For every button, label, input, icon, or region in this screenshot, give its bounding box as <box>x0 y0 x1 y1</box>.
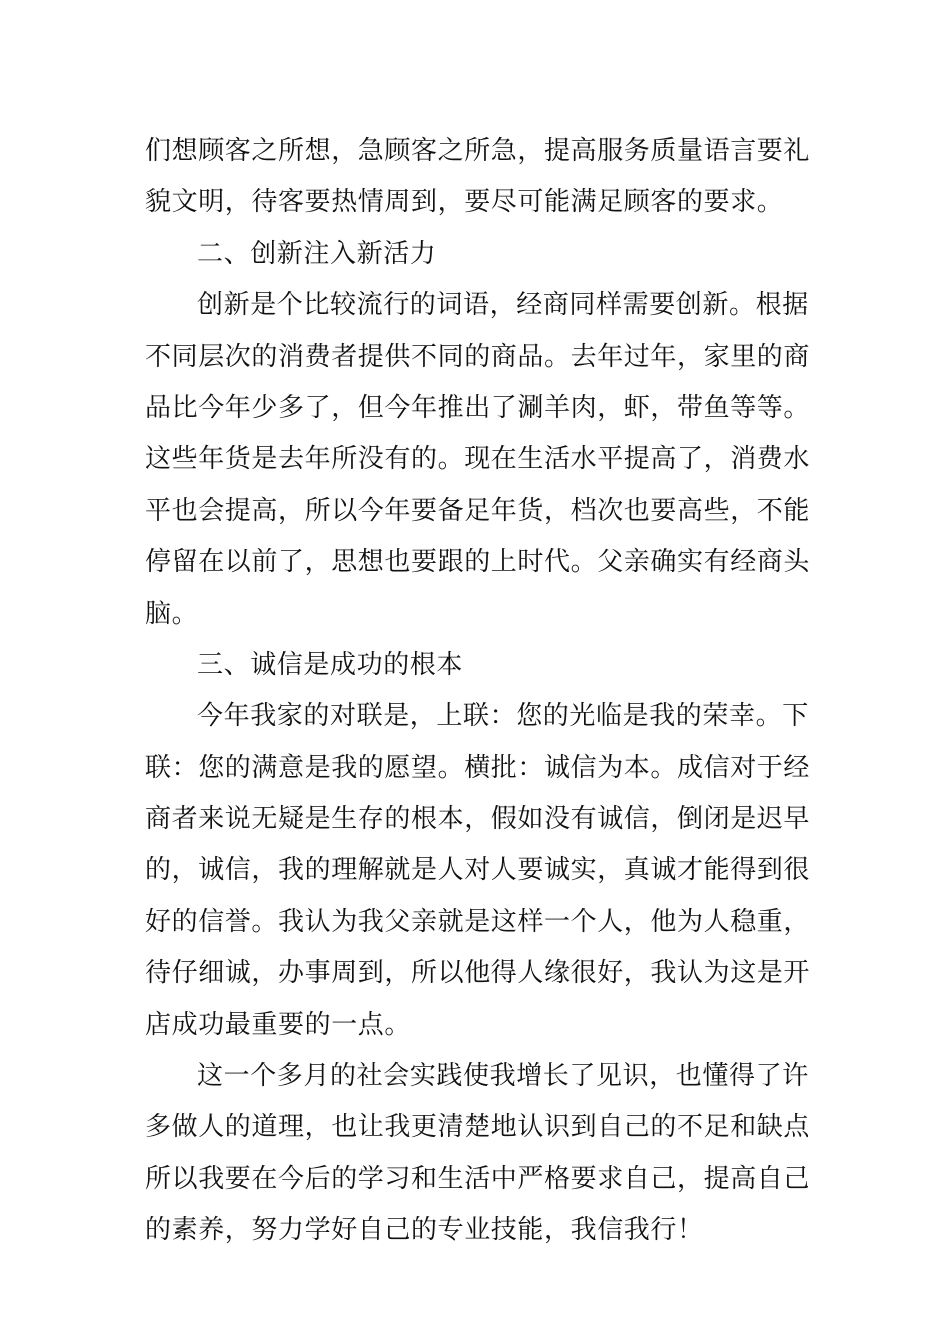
paragraph-line: 平也会提高，所以今年要备足年货，档次也要高些，不能 <box>145 495 811 526</box>
paragraph-line: 今年我家的对联是，上联：您的光临是我的荣幸。下 <box>197 701 809 732</box>
paragraph-line: 不同层次的消费者提供不同的商品。去年过年，家里的商 <box>145 341 811 372</box>
paragraph-line: 商者来说无疑是生存的根本，假如没有诚信，倒闭是迟早 <box>145 804 811 835</box>
paragraph-line: 多做人的道理，也让我更清楚地认识到自己的不足和缺点 <box>145 1112 811 1143</box>
paragraph-line: 的素养，努力学好自己的专业技能，我信我行！ <box>145 1215 704 1246</box>
section-heading: 二、创新注入新活力 <box>197 238 437 269</box>
paragraph-line: 创新是个比较流行的词语，经商同样需要创新。根据 <box>197 290 809 321</box>
paragraph-line: 品比今年少多了，但今年推出了涮羊肉，虾，带鱼等等。 <box>145 392 811 423</box>
paragraph-line: 联：您的满意是我的愿望。横批：诚信为本。成信对于经 <box>145 752 811 783</box>
paragraph-line: 脑。 <box>145 598 199 629</box>
body-text <box>145 126 810 1257</box>
paragraph-line: 这些年货是去年所没有的。现在生活水平提高了，消费水 <box>145 444 811 475</box>
paragraph-line: 待仔细诚，办事周到，所以他得人缘很好，我认为这是开 <box>145 958 811 989</box>
paragraph-line: 貌文明，待客要热情周到，要尽可能满足顾客的要求。 <box>145 187 784 218</box>
paragraph-line: 好的信誉。我认为我父亲就是这样一个人，他为人稳重， <box>145 906 811 937</box>
paragraph-line: 这一个多月的社会实践使我增长了见识，也懂得了许 <box>197 1061 809 1092</box>
paragraph-line: 的，诚信，我的理解就是人对人要诚实，真诚才能得到很 <box>145 855 811 886</box>
section-heading: 三、诚信是成功的根本 <box>197 649 464 680</box>
paragraph-line: 所以我要在今后的学习和生活中严格要求自己，提高自己 <box>145 1163 811 1194</box>
paragraph-line: 店成功最重要的一点。 <box>145 1009 412 1040</box>
paragraph-line: 们想顾客之所想，急顾客之所急，提高服务质量语言要礼 <box>145 136 811 166</box>
paragraph-line: 停留在以前了，思想也要跟的上时代。父亲确实有经商头 <box>145 547 811 578</box>
